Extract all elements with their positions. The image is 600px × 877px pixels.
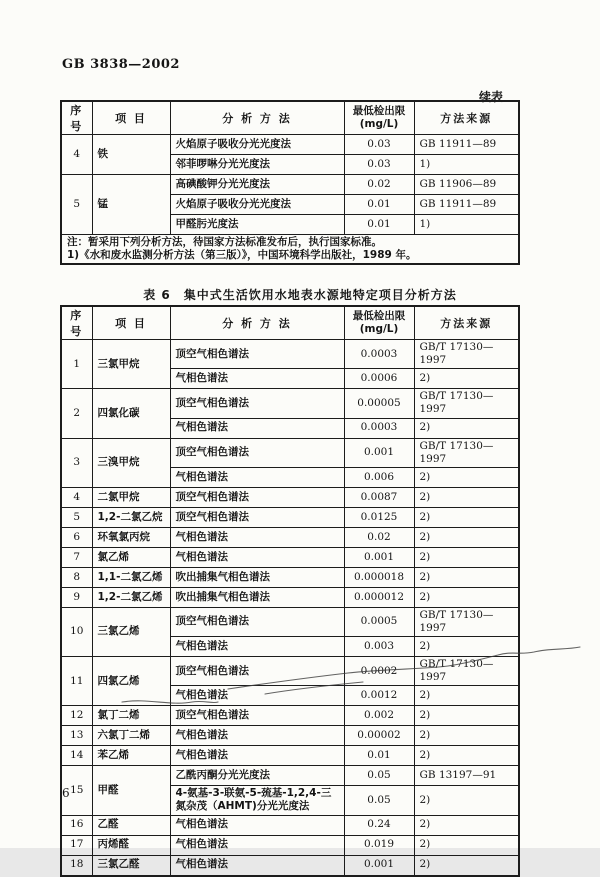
method-cell: 顶空气相色谱法: [170, 487, 344, 507]
row-number-cell: 8: [61, 567, 92, 587]
limit-cell: 0.0087: [344, 487, 414, 507]
row-number-cell: 5: [61, 507, 92, 527]
item-cell: 环氧氯丙烷: [92, 527, 170, 547]
table-row: [61, 389, 519, 418]
row-number-cell: 15: [61, 766, 92, 815]
method-cell: 吹出捕集气相色谱法: [170, 567, 344, 587]
column-header-no: 序号: [61, 101, 92, 135]
row-number-cell: 17: [61, 835, 92, 855]
row-number-cell: 10: [61, 607, 92, 656]
table-row: [61, 340, 519, 369]
method-cell: 气相色谱法: [170, 547, 344, 567]
table-row: [61, 815, 519, 835]
row-number-cell: 11: [61, 657, 92, 706]
method-cell: 顶空气相色谱法: [170, 507, 344, 527]
source-cell: 2): [414, 786, 519, 815]
source-cell: 2): [414, 507, 519, 527]
table-row: [61, 527, 519, 547]
limit-cell: 0.03: [344, 135, 414, 155]
source-cell: 2): [414, 726, 519, 746]
limit-cell: 0.0003: [344, 340, 414, 369]
method-cell: 气相色谱法: [170, 369, 344, 389]
table-row: [61, 746, 519, 766]
column-header-item: 项 目: [92, 101, 170, 135]
limit-cell: 0.000012: [344, 587, 414, 607]
column-header-limit-label: 最低检出限: [352, 309, 406, 322]
table-row: [61, 607, 519, 636]
source-cell: 2): [414, 587, 519, 607]
limit-cell: 0.0012: [344, 686, 414, 706]
item-cell: 丙烯醛: [92, 835, 170, 855]
source-cell: 2): [414, 369, 519, 389]
table-row: [61, 438, 519, 467]
method-cell: 顶空气相色谱法: [170, 657, 344, 686]
row-number-cell: 14: [61, 746, 92, 766]
limit-cell: 0.001: [344, 438, 414, 467]
method-cell: 气相色谱法: [170, 815, 344, 835]
source-cell: 2): [414, 467, 519, 487]
limit-cell: 0.0005: [344, 607, 414, 636]
source-cell: GB/T 17130—1997: [414, 607, 519, 636]
limit-cell: 0.01: [344, 746, 414, 766]
item-cell: 四氯化碳: [92, 389, 170, 438]
item-cell: 1,2-二氯乙烯: [92, 587, 170, 607]
limit-cell: 0.0002: [344, 657, 414, 686]
row-number-cell: 7: [61, 547, 92, 567]
table-note-line: 注：暂采用下列分析方法，待国家方法标准发布后，执行国家标准。: [67, 236, 382, 248]
limit-cell: 0.019: [344, 835, 414, 855]
item-cell: 甲醛: [92, 766, 170, 815]
table6-title: 表 6 集中式生活饮用水地表水源地特定项目分析方法: [143, 288, 457, 302]
limit-cell: 0.0006: [344, 369, 414, 389]
continued-table-label: 续表: [478, 90, 503, 104]
doc-number: GB 3838—2002: [62, 57, 180, 72]
column-header-limit: [344, 101, 414, 135]
item-cell: 1,2-二氯乙烷: [92, 507, 170, 527]
source-cell: GB 11906—89: [414, 175, 519, 195]
table-row: [61, 507, 519, 527]
source-cell: GB 11911—89: [414, 195, 519, 215]
row-number-cell: 1: [61, 340, 92, 389]
table-note-row: [61, 235, 519, 265]
limit-cell: 0.0125: [344, 507, 414, 527]
source-cell: 2): [414, 567, 519, 587]
source-cell: 2): [414, 418, 519, 438]
source-cell: GB/T 17130—1997: [414, 657, 519, 686]
limit-cell: 0.02: [344, 527, 414, 547]
method-cell: 甲醛肟光度法: [170, 215, 344, 235]
method-cell: 吹出捕集气相色谱法: [170, 587, 344, 607]
item-cell: 铁: [92, 135, 170, 175]
method-cell: 气相色谱法: [170, 527, 344, 547]
method-cell: 顶空气相色谱法: [170, 706, 344, 726]
item-cell: 三溴甲烷: [92, 438, 170, 487]
limit-cell: 0.001: [344, 855, 414, 876]
table-row: [61, 657, 519, 686]
column-header-limit-label: 最低检出限: [352, 104, 406, 117]
column-header-method: 分 析 方 法: [170, 306, 344, 340]
item-cell: 1,1-二氯乙烯: [92, 567, 170, 587]
column-header-item: 项 目: [92, 306, 170, 340]
table-row: [61, 487, 519, 507]
row-number-cell: 13: [61, 726, 92, 746]
limit-cell: 0.006: [344, 467, 414, 487]
table-row: [61, 726, 519, 746]
item-cell: 氯乙烯: [92, 547, 170, 567]
item-cell: 三氯甲烷: [92, 340, 170, 389]
table-header-row: [61, 306, 519, 340]
source-cell: 2): [414, 746, 519, 766]
row-number-cell: 5: [61, 175, 92, 235]
limit-cell: 0.24: [344, 815, 414, 835]
method-cell: 顶空气相色谱法: [170, 438, 344, 467]
column-header-method: 分 析 方 法: [170, 101, 344, 135]
analysis-methods-continued-table: [60, 100, 520, 265]
table-row: [61, 766, 519, 786]
method-cell: 火焰原子吸收分光光度法: [170, 135, 344, 155]
limit-cell: 0.01: [344, 195, 414, 215]
method-cell: 气相色谱法: [170, 418, 344, 438]
limit-cell: 0.002: [344, 706, 414, 726]
source-cell: 2): [414, 835, 519, 855]
limit-cell: 0.01: [344, 215, 414, 235]
item-cell: 六氯丁二烯: [92, 726, 170, 746]
table-row: [61, 547, 519, 567]
source-cell: 2): [414, 527, 519, 547]
limit-cell: 0.03: [344, 155, 414, 175]
source-cell: GB/T 17130—1997: [414, 340, 519, 369]
column-header-limit-unit: (mg/L): [359, 118, 399, 130]
source-cell: GB 11911—89: [414, 135, 519, 155]
method-cell: 顶空气相色谱法: [170, 340, 344, 369]
row-number-cell: 2: [61, 389, 92, 438]
column-header-limit-unit: (mg/L): [359, 323, 399, 335]
method-cell: 气相色谱法: [170, 686, 344, 706]
item-cell: 四氯乙烯: [92, 657, 170, 706]
column-header-source: 方法来源: [414, 101, 519, 135]
method-cell: 气相色谱法: [170, 637, 344, 657]
table-row: [61, 135, 519, 155]
row-number-cell: 3: [61, 438, 92, 487]
row-number-cell: 6: [61, 527, 92, 547]
method-cell: 4-氨基-3-联氨-5-巯基-1,2,4-三氮杂茂（AHMT)分光光度法: [170, 786, 344, 815]
method-cell: 邻菲啰啉分光光度法: [170, 155, 344, 175]
table-row: [61, 587, 519, 607]
table-header-row: [61, 101, 519, 135]
column-header-no: 序号: [61, 306, 92, 340]
table-row: [61, 855, 519, 876]
item-cell: 乙醛: [92, 815, 170, 835]
method-cell: 气相色谱法: [170, 835, 344, 855]
table6-specific-items-table: [60, 305, 520, 877]
source-cell: 1): [414, 155, 519, 175]
table-row: [61, 706, 519, 726]
table-row: [61, 175, 519, 195]
source-cell: 2): [414, 637, 519, 657]
source-cell: GB 13197—91: [414, 766, 519, 786]
limit-cell: 0.000018: [344, 567, 414, 587]
row-number-cell: 4: [61, 135, 92, 175]
method-cell: 气相色谱法: [170, 855, 344, 876]
source-cell: 1): [414, 215, 519, 235]
row-number-cell: 12: [61, 706, 92, 726]
source-cell: GB/T 17130—1997: [414, 389, 519, 418]
column-header-limit: [344, 306, 414, 340]
limit-cell: 0.0003: [344, 418, 414, 438]
item-cell: 三氯乙醛: [92, 855, 170, 876]
method-cell: 高碘酸钾分光光度法: [170, 175, 344, 195]
table-note-line: 1)《水和废水监测分析方法（第三版）》，中国环境科学出版社，1989 年。: [67, 249, 417, 262]
item-cell: 二氯甲烷: [92, 487, 170, 507]
row-number-cell: 9: [61, 587, 92, 607]
source-cell: 2): [414, 487, 519, 507]
column-header-source: 方法来源: [414, 306, 519, 340]
page-number: 6: [62, 786, 70, 800]
method-cell: 气相色谱法: [170, 726, 344, 746]
limit-cell: 0.003: [344, 637, 414, 657]
source-cell: 2): [414, 686, 519, 706]
method-cell: 顶空气相色谱法: [170, 607, 344, 636]
method-cell: 气相色谱法: [170, 746, 344, 766]
method-cell: 顶空气相色谱法: [170, 389, 344, 418]
limit-cell: 0.02: [344, 175, 414, 195]
limit-cell: 0.05: [344, 766, 414, 786]
row-number-cell: 18: [61, 855, 92, 876]
source-cell: 2): [414, 855, 519, 876]
row-number-cell: 16: [61, 815, 92, 835]
limit-cell: 0.00002: [344, 726, 414, 746]
source-cell: GB/T 17130—1997: [414, 438, 519, 467]
method-cell: 火焰原子吸收分光光度法: [170, 195, 344, 215]
method-cell: 气相色谱法: [170, 467, 344, 487]
limit-cell: 0.05: [344, 786, 414, 815]
table-row: [61, 835, 519, 855]
limit-cell: 0.00005: [344, 389, 414, 418]
item-cell: 苯乙烯: [92, 746, 170, 766]
table-row: [61, 567, 519, 587]
source-cell: 2): [414, 815, 519, 835]
row-number-cell: 4: [61, 487, 92, 507]
item-cell: 锰: [92, 175, 170, 235]
table-note-cell: [61, 235, 519, 265]
method-cell: 乙酰丙酮分光光度法: [170, 766, 344, 786]
item-cell: 氯丁二烯: [92, 706, 170, 726]
source-cell: 2): [414, 547, 519, 567]
source-cell: 2): [414, 706, 519, 726]
item-cell: 三氯乙烯: [92, 607, 170, 656]
limit-cell: 0.001: [344, 547, 414, 567]
